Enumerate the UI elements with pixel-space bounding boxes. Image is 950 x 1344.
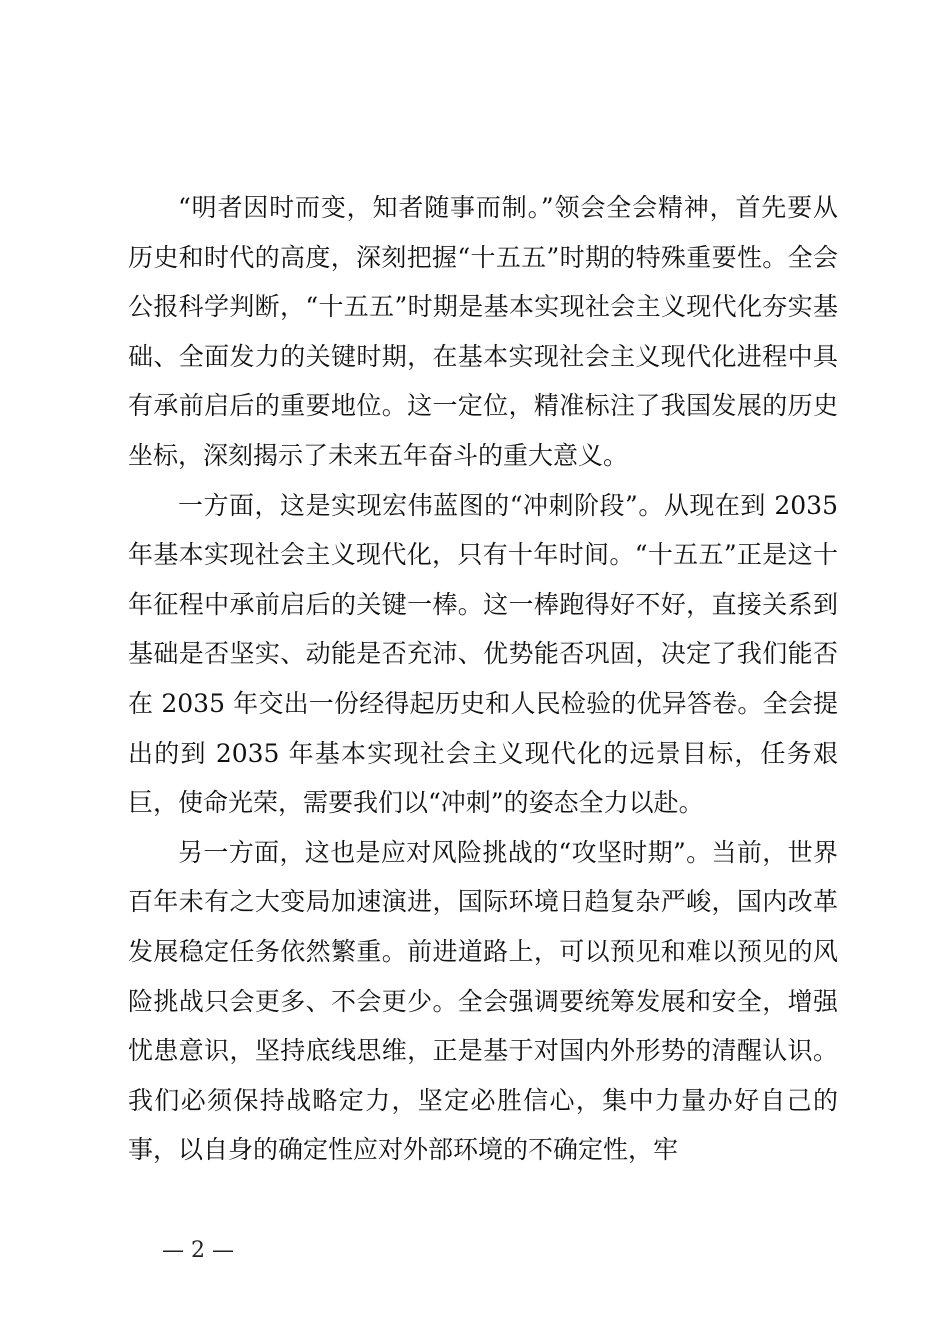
paragraph-3: 另一方面，这也是应对风险挑战的“攻坚时期”。当前，世界百年未有之大变局加速演进，国际环境日趋复杂严峻，国内改革发展稳定任务依然繁重。前进道路上，可以预见和难以预见的风险挑战只会更多、不会更少。全会强调要统筹发展和安全，增强忧患意识，坚持底线思维，正是基于对国内外形势的清醒认识。我们必须保持战略定力，坚定必胜信心，集中力量办好自己的事，以自身的确定性应对外部环境的不确定性，牢: [128, 837, 838, 1165]
paragraph-2: 一方面，这是实现宏伟蓝图的“冲刺阶段”。从现在到 2035 年基本实现社会主义现代化，只有十年时间。“十五五”正是这十年征程中承前启后的关键一棒。这一棒跑得好不好，直接关系到基础是否坚实、动能是否充沛、优势能否巩固，决定了我们能否在 2035 年交出一份经得起历史和人民检验的优异答卷。全会提出的到 2035 年基本实现社会主义现代化的远景目标，任务艰巨，使命光荣，需要我们以“冲刺”的姿态全力以赴。: [128, 490, 838, 818]
page-number: — 2 —: [162, 1238, 234, 1263]
paragraph-1: “明者因时而变，知者随事而制。”领会全会精神，首先要从历史和时代的高度，深刻把握“十五五”时期的特殊重要性。全会公报科学判断，“十五五”时期是基本实现社会主义现代化夯实基础、全面发力的关键时期，在基本实现社会主义现代化进程中具有承前启后的重要地位。这一定位，精准标注了我国发展的历史坐标，深刻揭示了未来五年奋斗的重大意义。: [128, 193, 838, 470]
body-text: [128, 183, 838, 1175]
